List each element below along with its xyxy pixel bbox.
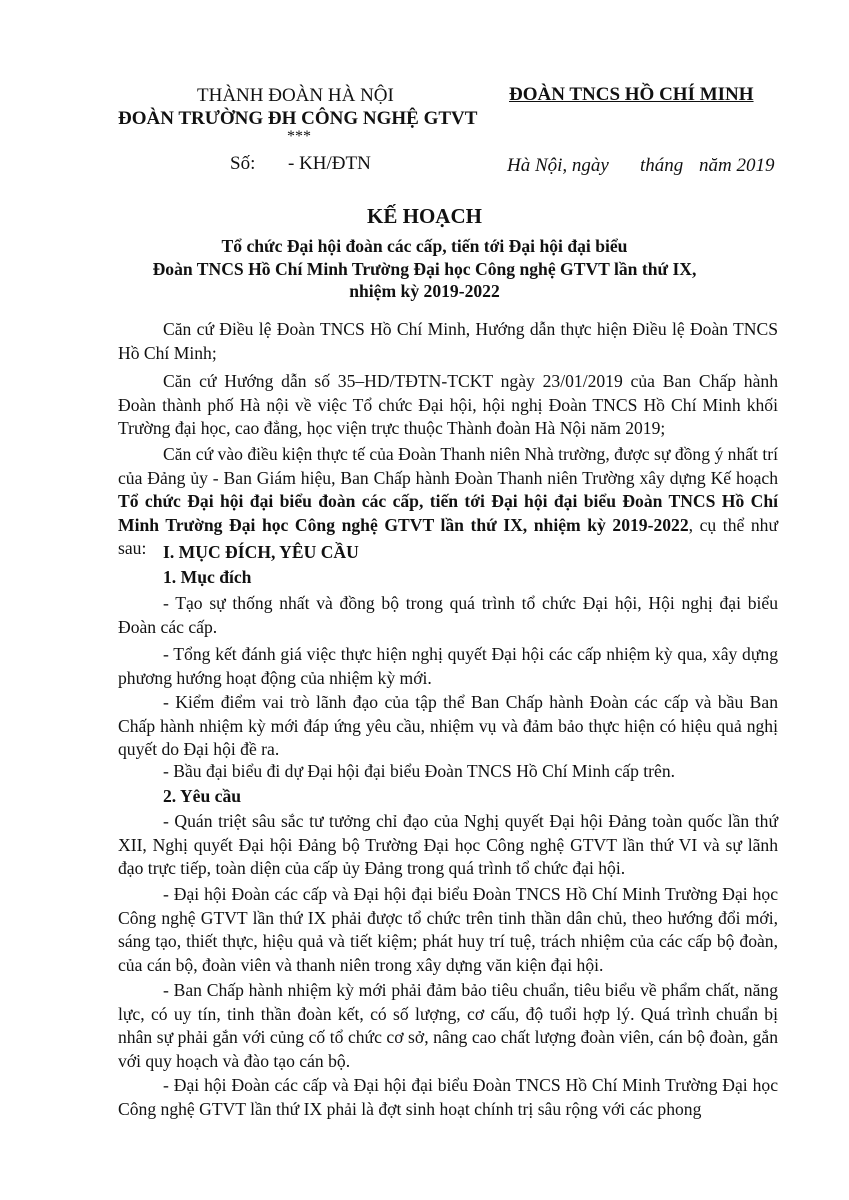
date-month: tháng [640, 155, 684, 176]
requirement-item: - Đại hội Đoàn các cấp và Đại hội đại biểu Đoàn TNCS Hồ Chí Minh Trường Đại học Công nghệ GTVT lần thứ IX phải là đợt sinh hoạt chính trị sâu rộng với các phong [118, 1075, 778, 1119]
header-stars: *** [287, 128, 311, 145]
subsection-requirements: 2. Yêu cầu [163, 786, 242, 806]
doc-subtitle-2: Đoàn TNCS Hồ Chí Minh Trường Đại học Công nghệ GTVT lần thứ IX, [152, 259, 697, 279]
preamble-text-start: Căn cứ vào điều kiện thực tế của Đoàn Thanh niên Nhà trường, được sự đồng ý nhất trí của Đảng ủy - Ban Giám hiệu, Ban Chấp hành Đoàn Thanh niên Trường xây dựng Kế hoạch [118, 444, 778, 488]
purpose-item: - Tạo sự thống nhất và đồng bộ trong quá trình tổ chức Đại hội, Hội nghị đại biểu Đoàn các cấp. [118, 593, 778, 637]
preamble-paragraph-2: Căn cứ Hướng dẫn số 35–HD/TĐTN-TCKT ngày 23/01/2019 của Ban Chấp hành Đoàn thành phố Hà nội về việc Tổ chức Đại hội, hội nghị Đoàn TNCS Hồ Chí Minh khối Trường đại học, cao đẳng, học viện trực thuộc Thành đoàn Hà Nội năm 2019; [118, 371, 778, 438]
requirement-item: - Đại hội Đoàn các cấp và Đại hội đại biểu Đoàn TNCS Hồ Chí Minh Trường Đại học Công nghệ GTVT lần thứ IX phải được tổ chức trên tinh thần dân chủ, theo hướng đổi mới, sáng tạo, thiết thực, hiệu quả và tiết kiệm; phát huy trí tuệ, trách nhiệm của các cấp bộ đoàn, của cán bộ, đoàn viên và thanh niên trong xây dựng văn kiện đại hội. [118, 884, 778, 975]
doc-subtitle-1: Tổ chức Đại hội đoàn các cấp, tiến tới Đại hội đại biểu [221, 236, 628, 256]
doc-title: KẾ HOẠCH [367, 204, 482, 228]
date-place: Hà Nội, ngày [507, 155, 609, 176]
org-city: THÀNH ĐOÀN HÀ NỘI [197, 85, 394, 106]
subsection-purpose: 1. Mục đích [163, 567, 252, 587]
org-school: ĐOÀN TRƯỜNG ĐH CÔNG NGHỆ GTVT [118, 108, 478, 129]
doc-subtitle-3: nhiệm kỳ 2019-2022 [349, 281, 500, 301]
purpose-item: - Tổng kết đánh giá việc thực hiện nghị quyết Đại hội các cấp nhiệm kỳ qua, xây dựng phương hướng hoạt động của nhiệm kỳ mới. [118, 644, 778, 688]
purpose-item: - Bầu đại biểu đi dự Đại hội đại biểu Đoàn TNCS Hồ Chí Minh cấp trên. [163, 761, 676, 781]
org-right: ĐOÀN TNCS HỒ CHÍ MINH [509, 84, 754, 105]
section-heading: I. MỤC ĐÍCH, YÊU CẦU [163, 542, 359, 562]
preamble-plan-name: Tổ chức Đại hội đại biểu đoàn các cấp, tiến tới Đại hội đại biểu Đoàn TNCS Hồ Chí Minh Trường Đại học Công nghệ GTVT lần thứ IX, nhiệm kỳ 2019-2022 [118, 491, 778, 535]
purpose-item: - Kiểm điểm vai trò lãnh đạo của tập thể Ban Chấp hành Đoàn các cấp và bầu Ban Chấp hành nhiệm kỳ mới đáp ứng yêu cầu, nhiệm vụ và đảm bảo thực hiện có hiệu quả nghị quyết do Đại hội đề ra. [118, 692, 778, 759]
number-label: Số: [230, 153, 256, 174]
preamble-paragraph-1: Căn cứ Điều lệ Đoàn TNCS Hồ Chí Minh, Hướng dẫn thực hiện Điều lệ Đoàn TNCS Hồ Chí Minh; [118, 319, 778, 363]
requirement-item: - Quán triệt sâu sắc tư tưởng chỉ đạo của Nghị quyết Đại hội Đảng toàn quốc lần thứ XII, Nghị quyết Đại hội Đảng bộ Trường Đại học Công nghệ GTVT lần thứ VI và sự lãnh đạo trực tiếp, toàn diện của cấp ủy Đảng trong quá trình tổ chức đại hội. [118, 811, 778, 878]
date-year: năm 2019 [699, 155, 775, 176]
number-code: - KH/ĐTN [288, 153, 371, 174]
requirement-item: - Ban Chấp hành nhiệm kỳ mới phải đảm bảo tiêu chuẩn, tiêu biểu về phẩm chất, năng lực, có uy tín, tinh thần đoàn kết, có số lượng, cơ cấu, độ tuổi hợp lý. Quá trình chuẩn bị nhân sự phải gắn với củng cố tổ chức cơ sở, nâng cao chất lượng đoàn viên, cán bộ đoàn, gắn với quy hoạch và đào tạo cán bộ. [118, 980, 778, 1071]
preamble-text-end: , cụ thể như sau: [118, 514, 778, 558]
